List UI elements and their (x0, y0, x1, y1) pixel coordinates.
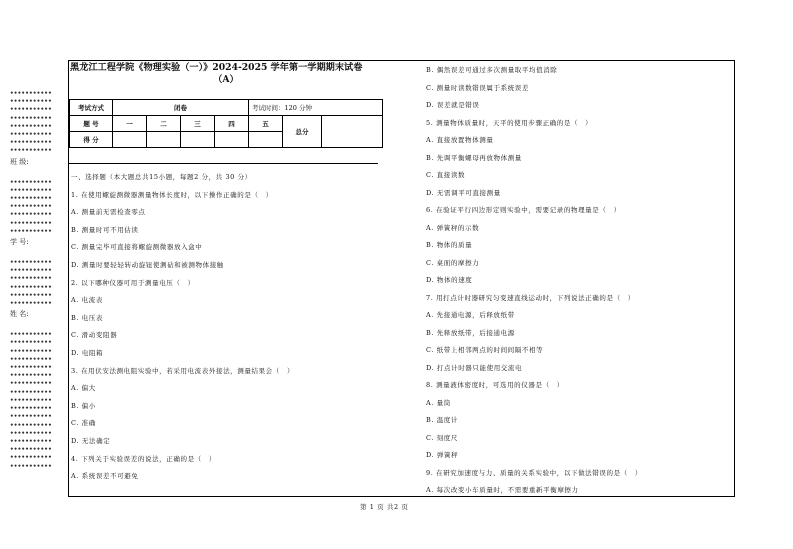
total-label: 总分 (283, 116, 322, 148)
binding-dot-row: ••••••••••• (10, 98, 52, 106)
binding-field-label: 学 号: (10, 238, 29, 247)
question-line: B. 先调平衡螺母再放物体测量 (426, 153, 522, 162)
question-line: D. 弹簧秤 (426, 451, 459, 459)
question-line: 7. 用打点计时器研究匀变速直线运动时，下列说法正确的是（ ） (426, 293, 635, 302)
exam-info-table (69, 99, 383, 148)
binding-dot-row: ••••••••••• (10, 339, 52, 347)
question-line: D. 无法确定 (71, 436, 111, 445)
binding-dot-row: ••••••••••• (10, 291, 52, 299)
binding-dot-row: ••••••••••• (10, 178, 52, 186)
binding-dot-row: ••••••••••• (10, 90, 52, 97)
question-line: B. 先释放纸带，后接通电源 (426, 328, 515, 337)
question-line: 4. 下列关于实验误差的说法，正确的是（ ） (71, 454, 216, 463)
question-line: A. 电流表 (71, 296, 103, 305)
question-line: 1. 在使用螺旋测微器测量物体长度时，以下操作正确的是（ ） (71, 190, 273, 199)
binding-dot-row: ••••••••••• (10, 203, 52, 211)
binding-dot-row: ••••••••••• (10, 437, 52, 445)
score-cell (249, 132, 283, 148)
section-header: 四 (215, 116, 249, 132)
question-line: B. 偶然误差可通过多次测量取平均值消除 (426, 66, 558, 74)
question-line: D. 误差就是错误 (426, 101, 480, 109)
exam-page (68, 60, 735, 497)
question-line: B. 测量时可不用估读 (71, 225, 139, 234)
binding-dot-row: ••••••••••• (10, 259, 52, 267)
question-line: 5. 测量物体质量时，天平的使用步骤正确的是（ ） (426, 118, 593, 127)
binding-groups (0, 90, 62, 471)
binding-dot-row: ••••••••••• (10, 283, 52, 291)
binding-dot-row: ••••••••••• (10, 347, 52, 355)
binding-dot-row: ••••••••••• (10, 275, 52, 283)
binding-dot-row: ••••••••••• (10, 211, 52, 219)
binding-dot-row: ••••••••••• (10, 462, 52, 470)
question-line: D. 物体的速度 (426, 276, 473, 284)
divider-rule (69, 163, 378, 164)
question-line: B. 电压表 (71, 313, 104, 322)
binding-dot-row: ••••••••••• (10, 388, 52, 396)
question-line: 8. 测量液体密度时，可选用的仪器是（ ） (426, 381, 564, 389)
binding-dot-row: ••••••••••• (10, 331, 52, 339)
binding-dot-row: ••••••••••• (10, 227, 52, 235)
question-line: B. 偏小 (71, 401, 96, 410)
binding-dot-row: ••••••••••• (10, 139, 52, 147)
question-line: A. 每次改变小车质量时，不需要重新平衡摩擦力 (426, 486, 579, 494)
question-line: D. 无需调平可直接测量 (426, 188, 501, 197)
binding-field-label: 姓 名: (10, 310, 29, 319)
question-line: B. 温度计 (426, 416, 459, 424)
question-line: A. 量筒 (426, 398, 451, 407)
binding-dot-row: ••••••••••• (10, 106, 52, 114)
question-line: B. 物体的质量 (426, 241, 473, 249)
right-question-list (426, 62, 726, 500)
right-column (426, 61, 726, 496)
question-line: A. 系统误差不可避免 (71, 472, 139, 481)
question-line: C. 纸带上相邻两点的时间间隔不相等 (426, 346, 544, 354)
binding-dot-row: ••••••••••• (10, 380, 52, 388)
binding-dot-row: ••••••••••• (10, 421, 52, 429)
left-question-list (71, 169, 381, 486)
score-cell (147, 132, 181, 148)
exam-time: 考试时间：120 分钟 (249, 100, 383, 116)
question-line: A. 测量前无需检查零点 (71, 208, 146, 217)
exam-method-label: 考试方式 (70, 100, 113, 116)
binding-dot-row: ••••••••••• (10, 122, 52, 130)
exam-subtitle: （A） (213, 74, 239, 85)
score-cell (113, 132, 147, 148)
binding-dot-row: ••••••••••• (10, 429, 52, 437)
question-line: C. 测量时读数错误属于系统误差 (426, 83, 529, 92)
question-no-label: 题 号 (70, 116, 113, 132)
question-line: A. 偏大 (71, 384, 96, 393)
binding-dot-row: ••••••••••• (10, 300, 52, 308)
question-line: A. 直接放置物体测量 (426, 136, 494, 144)
binding-dot-row: ••••••••••• (10, 364, 52, 372)
binding-dot-row: ••••••••••• (10, 355, 52, 363)
page-footer: 第 1 页 共2 页 (360, 503, 409, 511)
question-line: 9. 在研究加速度与力、质量的关系实验中，以下做法错误的是（ ） (426, 468, 642, 477)
section-header: 三 (181, 116, 215, 132)
total-score-cell (322, 116, 383, 148)
exam-method-value: 闭卷 (113, 100, 249, 116)
left-column (69, 61, 383, 496)
section-header: 二 (147, 116, 181, 132)
score-cell (215, 132, 249, 148)
question-line: D. 测量时要轻轻转动旋钮使测砧和被测物体接触 (71, 260, 224, 269)
binding-dot-row: ••••••••••• (10, 454, 52, 462)
section-header: 一 (113, 116, 147, 132)
question-line: 3. 在用伏安法测电阻实验中，若采用电流表外接法，测量结果会（ ） (71, 366, 295, 375)
question-line: D. 打点计时器只能使用交流电 (426, 363, 523, 372)
question-line: 6. 在验证平行四边形定则实验中，需要记录的物理量是（ ） (426, 206, 621, 214)
binding-dot-row: ••••••••••• (10, 372, 52, 380)
question-line: C. 桌面的摩擦力 (426, 258, 480, 267)
binding-margin (0, 90, 62, 530)
exam-title: 黑龙江工程学院《物理实验（一）》2024-2025 学年第一学期期末试卷 (70, 62, 363, 73)
binding-dot-row: ••••••••••• (10, 413, 52, 421)
question-line: 2. 以下哪种仪器可用于测量电压（ ） (71, 278, 195, 287)
binding-dot-row: ••••••••••• (10, 186, 52, 194)
question-line: A. 弹簧秤的示数 (426, 223, 480, 232)
binding-dot-row: ••••••••••• (10, 396, 52, 404)
binding-dot-row: ••••••••••• (10, 219, 52, 227)
question-line: D. 电阻箱 (71, 348, 104, 357)
question-line: C. 测量完毕可直接将螺旋测微器放入盒中 (71, 243, 203, 252)
question-line: C. 准确 (71, 419, 96, 428)
section-header: 五 (249, 116, 283, 132)
question-line: A. 先接通电源，后释放纸带 (426, 311, 515, 319)
binding-dot-row: ••••••••••• (10, 131, 52, 139)
question-line: C. 滑动变阻器 (71, 331, 118, 340)
question-line: C. 直接读数 (426, 171, 466, 179)
binding-dot-row: ••••••••••• (10, 195, 52, 203)
binding-dot-row: ••••••••••• (10, 267, 52, 275)
binding-dot-row: ••••••••••• (10, 114, 52, 122)
binding-dot-row: ••••••••••• (10, 405, 52, 413)
question-line: 一、选择题（本大题总共15小题，每题2 分，共 30 分） (71, 173, 252, 181)
binding-field-label: 班 级: (10, 157, 29, 166)
question-line: C. 刻度尺 (426, 433, 458, 442)
binding-dot-row: ••••••••••• (10, 147, 52, 155)
score-cell (181, 132, 215, 148)
binding-dot-row: ••••••••••• (10, 446, 52, 454)
score-label: 得 分 (70, 132, 113, 148)
